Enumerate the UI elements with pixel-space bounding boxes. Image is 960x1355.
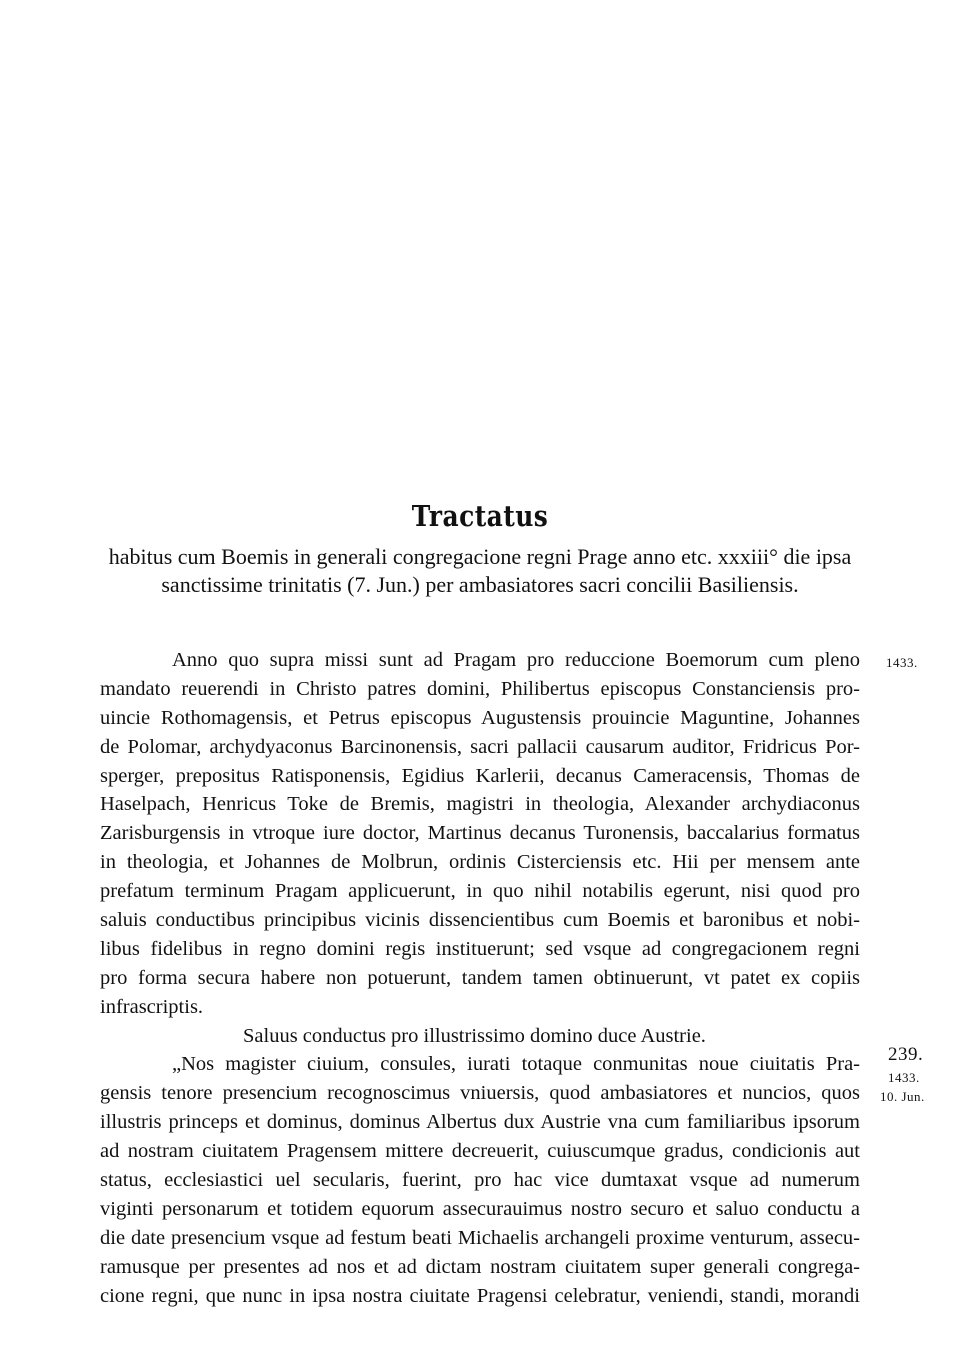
paragraph-line: ramusque per presentes ad nos et ad dictam nostram ciuitatem super generali congrega- <box>100 1255 860 1278</box>
paragraph-line: status, ecclesiastici uel secularis, fuerint, pro hac vice dumtaxat vsque ad numerum <box>100 1169 860 1192</box>
paragraph-line: in theologia, et Johannes de Molbrun, ordinis Cisterciensis etc. Hii per mensem ante <box>100 851 860 874</box>
subtitle-line: sanctissime trinitatis (7. Jun.) per ambasiatores sacri concilii Basiliensis. <box>161 572 799 597</box>
paragraph-line: infrascriptis. <box>100 995 204 1018</box>
section-heading: Saluus conductus pro illustrissimo domino duce Austrie. <box>243 1024 706 1047</box>
paragraph-line: prefatum terminum Pragam applicuerunt, in quo nihil notabilis egerunt, nisi quod pro <box>100 880 860 903</box>
document-title: Tractatus <box>411 499 549 533</box>
paragraph-line: „Nos magister ciuium, consules, iurati totaque conmunitas noue ciuitatis Pra- <box>172 1053 860 1076</box>
body-text <box>100 646 860 1310</box>
paragraph-line: Haselpach, Henricus Toke de Bremis, magistri in theologia, Alexander archydiaconus <box>100 793 860 816</box>
paragraph-line: de Polomar, archydyaconus Barcinonensis, sacri pallacii causarum auditor, Fridricus Por- <box>100 735 860 758</box>
paragraph-line: libus fidelibus in regno domini regis instituerunt; sed vsque ad congregacionem regni <box>100 937 860 960</box>
paragraph-line: uincie Rothomagensis, et Petrus episcopus Augustensis prouincie Maguntine, Johannes <box>100 706 860 729</box>
paragraph-line: pro forma secura habere non potuerunt, tandem tamen obtinuerunt, vt patet ex copiis <box>100 966 860 989</box>
margin-note-year: 1433. <box>888 1070 920 1085</box>
margin-note-date: 10. Jun. <box>880 1089 925 1104</box>
paragraph-line: cione regni, que nunc in ipsa nostra ciuitate Pragensi celebratur, veniendi, standi, morandi <box>100 1284 860 1307</box>
paragraph-line: gensis tenore presencium recognoscimus vniuersis, quod ambasiatores et nuncios, quos <box>100 1082 860 1105</box>
paragraph-line: saluis conductibus principibus vicinis dissencientibus cum Boemis et baronibus et nobi- <box>100 909 860 932</box>
subtitle-line: habitus cum Boemis in generali congregacione regni Prage anno etc. xxxiii° die ipsa <box>108 544 852 569</box>
paragraph-line: illustris princeps et dominus, dominus Albertus dux Austrie vna cum familiaribus ipsorum <box>100 1111 860 1134</box>
paragraph-line: Zarisburgensis in vtroque iure doctor, Martinus decanus Turonensis, baccalarius formatus <box>100 822 860 845</box>
paragraph-line: Anno quo supra missi sunt ad Pragam pro reduccione Boemorum cum pleno <box>172 649 860 671</box>
paragraph-line: mandato reuerendi in Christo patres domini, Philibertus episcopus Constanciensis pro- <box>100 677 860 700</box>
paragraph-line: ad nostram ciuitatem Pragensem mittere decreuerit, cuiuscumque gradus, condicionis aut <box>100 1140 860 1163</box>
paragraph-line: sperger, prepositus Ratisponensis, Egidius Karlerii, decanus Cameracensis, Thomas de <box>100 764 860 787</box>
paragraph-line: die date presencium vsque ad festum beati Michaelis archangeli proxime venturum, assecu- <box>100 1226 860 1249</box>
margin-note-year: 1433. <box>886 655 918 670</box>
margin-note-document-number: 239. <box>888 1044 924 1065</box>
paragraph-line: viginti personarum et totidem equorum assecurauimus nostro securo et saluo conductu a <box>100 1197 860 1220</box>
